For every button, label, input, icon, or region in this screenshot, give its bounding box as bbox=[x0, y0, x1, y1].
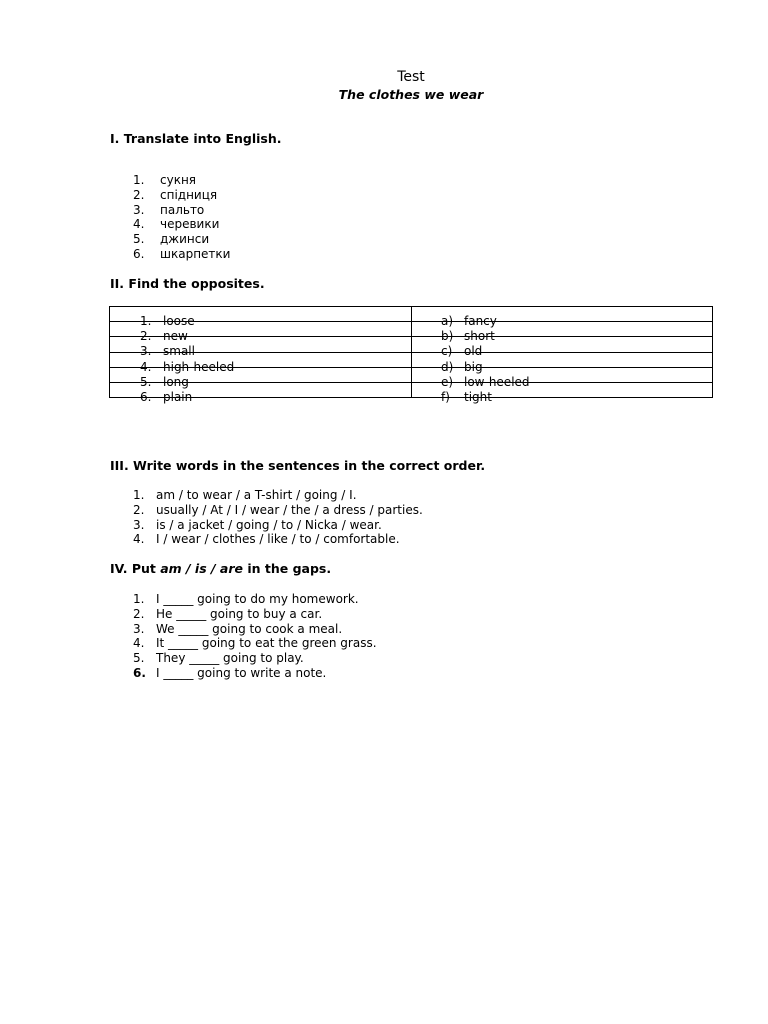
section-2-heading: II. Find the opposites. bbox=[110, 276, 265, 291]
verb-forms: am / is / are bbox=[160, 561, 244, 576]
section-4-heading: IV. Put am / is / are in the gaps. bbox=[110, 561, 332, 576]
table-cell-right: a) fancy bbox=[412, 307, 713, 322]
table-cell-left: 4. high-heeled bbox=[110, 352, 412, 367]
section-3-heading: III. Write words in the sentences in the correct order. bbox=[110, 458, 486, 473]
table-row bbox=[110, 337, 713, 352]
page-subtitle: The clothes we wear bbox=[338, 87, 484, 102]
table-cell-left: 5. long bbox=[110, 367, 412, 382]
table-row bbox=[110, 322, 713, 337]
table-row bbox=[110, 382, 713, 397]
table-cell-left: 6. plain bbox=[110, 382, 412, 397]
table-row bbox=[110, 367, 713, 382]
section-1-heading: I. Translate into English. bbox=[110, 131, 282, 146]
table-cell-right: b) short bbox=[412, 322, 713, 337]
table-cell-right: d) big bbox=[412, 352, 713, 367]
opposites-table bbox=[109, 306, 713, 405]
table-cell-left: 2. new bbox=[110, 322, 412, 337]
table-cell-left: 1. loose bbox=[110, 307, 412, 322]
table-row bbox=[110, 352, 713, 367]
table-cell-right: f) tight bbox=[412, 382, 713, 397]
table-cell-right: e) low-heeled bbox=[412, 367, 713, 382]
table-cell-left: 3. small bbox=[110, 337, 412, 352]
document-page: Test The clothes we wear I. Translate into English. 1. сукня 2. спідниця 3. пальто 4. черевики 5. джинси 6. шкарпетки II. Find the opposites. 1. loose a) fancy 2. new b) short 3. small c) old 4. high-heeled d) big 5. long e) low-heeled 6. plain f) tight III. Write words in the sentences in the correct order. 1. am / to wear / a T-shirt / going / I. 2. usually / At / I / wear / the / a dress / parties. 3. is / a jacket / going / to / Nicka / wear. 4. I / wear / clothes / like / to / comfortable. IV. Put am / is / are in the gaps. 1. I _____ going to do my homework. 2. He _____ going to buy a car. 3. We _____ going to cook a meal. 4. It _____ going to eat the green grass. 5. They _____ going to play. 6. I _____ going to write a note. bbox=[0, 0, 768, 1024]
table-cell-right: c) old bbox=[412, 337, 713, 352]
table-row bbox=[110, 307, 713, 322]
page-title: Test bbox=[397, 69, 425, 85]
